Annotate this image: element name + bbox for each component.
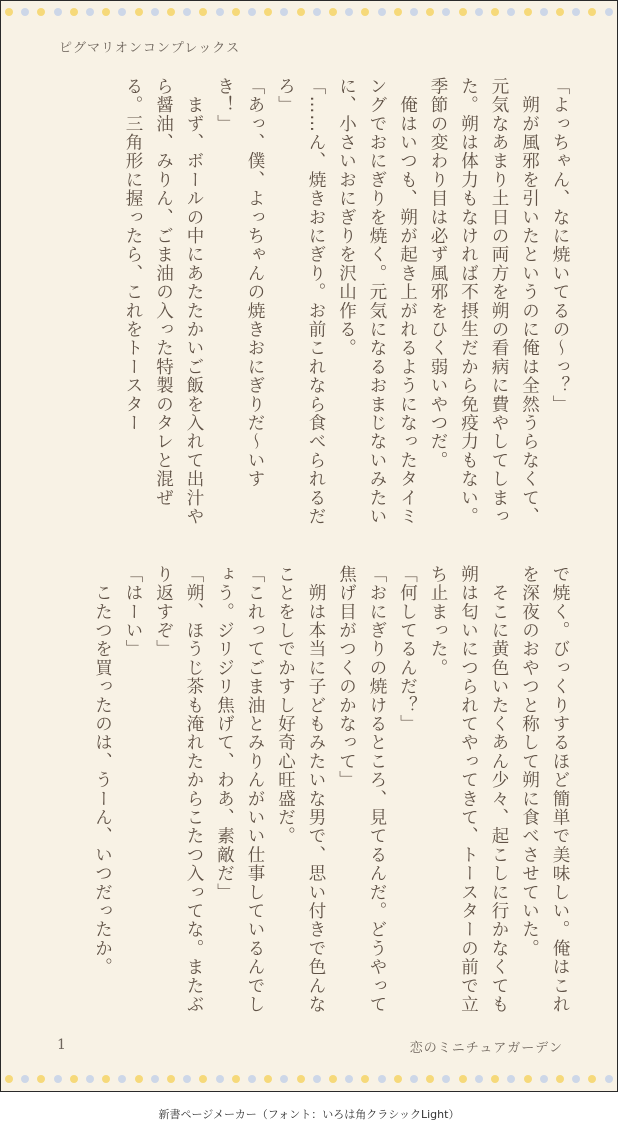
chapter-title: 恋のミニチュアガーデン xyxy=(409,1041,563,1056)
border-dot xyxy=(588,1075,596,1083)
border-dot xyxy=(102,8,110,16)
border-dot xyxy=(232,8,240,16)
lower-text-block xyxy=(45,565,575,1015)
border-dot xyxy=(378,8,386,16)
border-dot xyxy=(410,8,418,16)
border-dot xyxy=(572,8,580,16)
border-dot xyxy=(183,8,191,16)
border-dot xyxy=(183,1075,191,1083)
border-dot xyxy=(410,1075,418,1083)
border-dot xyxy=(5,8,13,16)
border-dot xyxy=(605,8,613,16)
running-title: ピグマリオンコンプレックス xyxy=(59,41,241,56)
paragraph: 「何してるんだ？」 xyxy=(397,565,418,734)
border-dot xyxy=(329,1075,337,1083)
paragraph: 朔は本当に子どもみたいな男で、思い付きで色んなことをしでかすし好奇心旺盛だ。 xyxy=(275,565,326,1014)
border-dot xyxy=(232,1075,240,1083)
border-dot xyxy=(442,8,450,16)
paragraph: 俺はいつも、朔が起き上がれるようになったタイミングでおにぎりを焼く。元気になるおまじないみたいに、小さいおにぎりを沢山作る。 xyxy=(336,77,418,526)
border-dot xyxy=(21,8,29,16)
paragraph: で焼く。びっくりするほど簡単で美味しい。俺はこれを深夜のおやつと称して朔に食べさせていた。 xyxy=(519,565,570,1014)
border-dot xyxy=(248,8,256,16)
border-dot xyxy=(118,8,126,16)
border-dot xyxy=(345,8,353,16)
border-dot xyxy=(280,8,288,16)
border-dot xyxy=(70,8,78,16)
border-dot xyxy=(313,1075,321,1083)
paragraph: こたつを買ったのは、うーん、いつだったか。 xyxy=(92,565,113,977)
border-dot xyxy=(167,1075,175,1083)
border-dot xyxy=(37,8,45,16)
border-dot xyxy=(54,1075,62,1083)
border-dot xyxy=(135,1075,143,1083)
border-dot xyxy=(491,1075,499,1083)
border-dot xyxy=(199,8,207,16)
paragraph: 「これってごま油とみりんがいい仕事しているんでしょう。ジリジリ焦げて、わあ、素敵だ」 xyxy=(214,565,265,1014)
border-dot xyxy=(507,1075,515,1083)
generator-caption: 新書ページメーカー（フォント：いろは角クラシックLight） xyxy=(158,1108,460,1121)
border-dot xyxy=(37,1075,45,1083)
border-dot xyxy=(394,8,402,16)
border-dot xyxy=(329,8,337,16)
border-dot xyxy=(378,1075,386,1083)
paragraph: 「あっ、僕、よっちゃんの焼きおにぎりだ〜いすき！」 xyxy=(214,77,265,489)
border-dot xyxy=(118,1075,126,1083)
upper-text-block xyxy=(45,77,575,527)
border-dot xyxy=(297,1075,305,1083)
border-dot xyxy=(21,1075,29,1083)
border-dot xyxy=(442,1075,450,1083)
border-dot xyxy=(313,8,321,16)
border-dot xyxy=(216,8,224,16)
border-dot xyxy=(540,8,548,16)
border-dot xyxy=(588,8,596,16)
border-dot xyxy=(524,8,532,16)
border-dot xyxy=(86,8,94,16)
border-dot xyxy=(70,1075,78,1083)
border-dot xyxy=(151,8,159,16)
border-dot xyxy=(54,8,62,16)
paragraph: 「……ん、焼きおにぎり。お前これなら食べられるだろ」 xyxy=(275,77,326,526)
border-dot xyxy=(264,8,272,16)
paragraph: 「よっちゃん、なに焼いてるの〜っ？」 xyxy=(550,77,570,414)
border-dot xyxy=(524,1075,532,1083)
border-dot xyxy=(199,1075,207,1083)
border-dot xyxy=(264,1075,272,1083)
border-dot xyxy=(605,1075,613,1083)
border-dot xyxy=(459,8,467,16)
border-dot xyxy=(556,1075,564,1083)
border-dot xyxy=(297,8,305,16)
border-dot xyxy=(426,8,434,16)
border-dot xyxy=(491,8,499,16)
border-dot xyxy=(556,8,564,16)
paragraph: 朔が風邪を引いたというのに俺は全然うらなくて、元気なあまり土日の両方を朔の看病に費やしてしまった。朔は体力もなければ不摂生だから免疫力もない。季節の変わり目は必ず風邪をひく弱いやつだ。 xyxy=(428,77,540,526)
border-dot xyxy=(459,1075,467,1083)
border-dot xyxy=(167,8,175,16)
bottom-dot-border xyxy=(5,1073,613,1085)
paragraph: まず、ボールの中にあたたかいご飯を入れて出汁やら醤油、みりん、ごま油の入った特製のタレと混ぜる。三角形に握ったら、これをトースター xyxy=(123,77,204,526)
border-dot xyxy=(216,1075,224,1083)
border-dot xyxy=(361,8,369,16)
page-number: 1 xyxy=(57,1037,66,1053)
border-dot xyxy=(102,1075,110,1083)
border-dot xyxy=(507,8,515,16)
body-text xyxy=(45,77,575,1014)
border-dot xyxy=(151,1075,159,1083)
border-dot xyxy=(572,1075,580,1083)
paragraph: 「おにぎりの焼けるところ、見てるんだ。どうやって焦げ目がつくのかなって」 xyxy=(336,565,387,1014)
border-dot xyxy=(361,1075,369,1083)
paragraph: そこに黄色いたくあん少々、起こしに行かなくても朔は匂いにつられてやってきて、トースターの前で立ち止まった。 xyxy=(428,565,509,1014)
border-dot xyxy=(135,8,143,16)
border-dot xyxy=(540,1075,548,1083)
border-dot xyxy=(345,1075,353,1083)
top-dot-border xyxy=(5,6,613,18)
paragraph: 「朔、ほうじ茶も淹れたからこたつ入ってな。またぶり返すぞ」 xyxy=(153,565,204,1014)
border-dot xyxy=(475,1075,483,1083)
border-dot xyxy=(394,1075,402,1083)
border-dot xyxy=(475,8,483,16)
border-dot xyxy=(426,1075,434,1083)
border-dot xyxy=(280,1075,288,1083)
border-dot xyxy=(86,1075,94,1083)
border-dot xyxy=(5,1075,13,1083)
border-dot xyxy=(248,1075,256,1083)
paragraph: 「はーい」 xyxy=(123,565,143,659)
